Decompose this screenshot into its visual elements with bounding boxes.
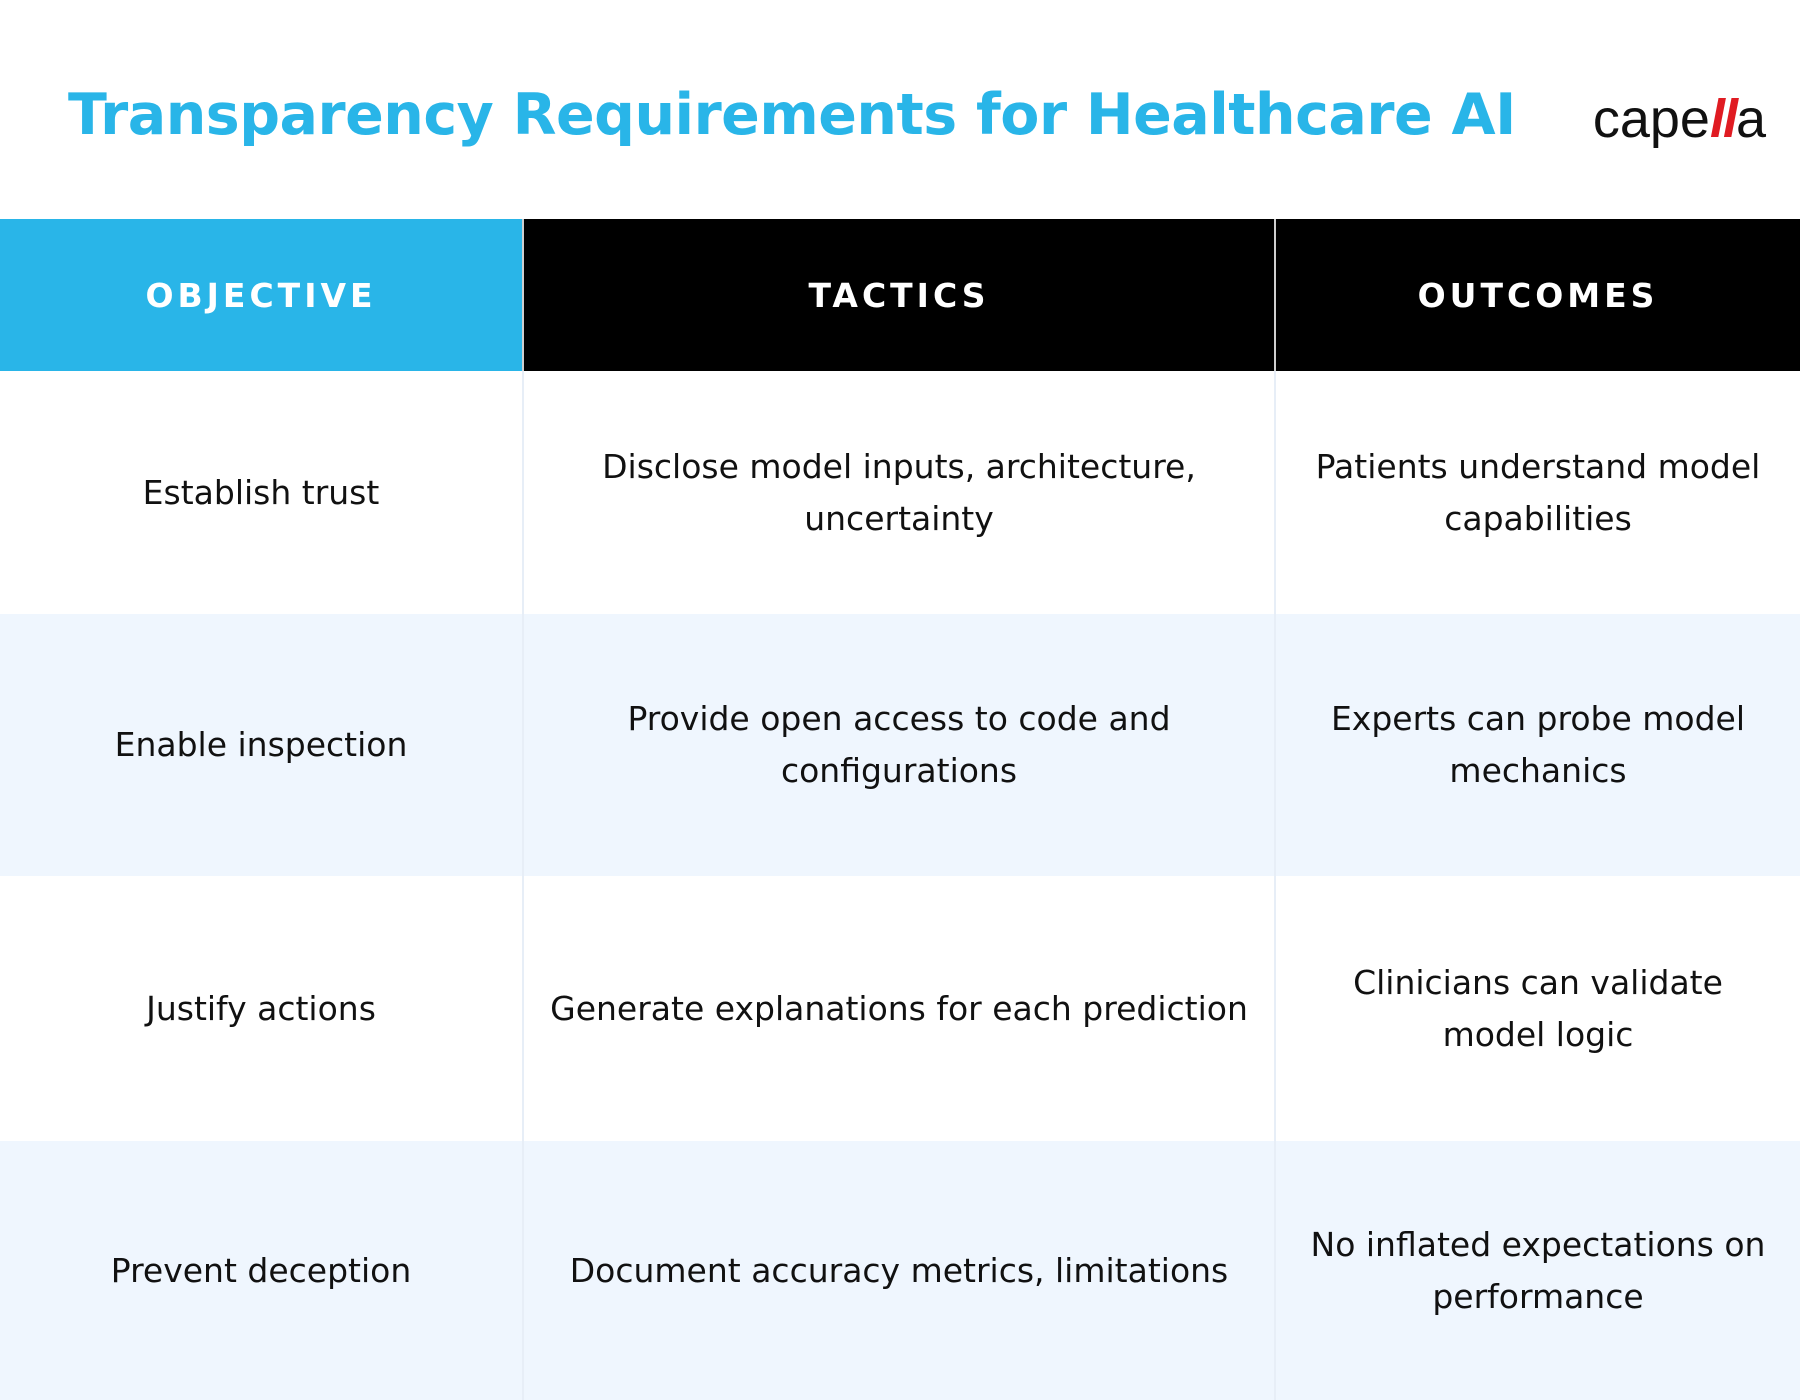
objective-cell: Establish trust: [142, 472, 380, 512]
tactics-cell: Disclose model inputs, architecture, uncertainty: [522, 371, 1274, 614]
header-outcomes: OUTCOMES: [1274, 219, 1800, 371]
header-tactics: TACTICS: [522, 219, 1274, 371]
logo-prefix: cape: [1592, 89, 1710, 149]
logo-suffix: a: [1735, 89, 1766, 149]
tactics-cell: Document accuracy metrics, limitations: [522, 1141, 1274, 1400]
header-objective: OBJECTIVE: [0, 219, 522, 371]
outcomes-cell: Experts can probe model mechanics: [1274, 614, 1800, 876]
transparency-table: [0, 219, 1800, 1400]
table-row: [0, 876, 1800, 1141]
outcomes-cell: Patients understand model capabilities: [1274, 371, 1800, 614]
objective-cell: Enable inspection: [114, 725, 408, 764]
tactics-cell: Generate explanations for each prediction: [522, 876, 1274, 1141]
tactics-cell: Provide open access to code and configurations: [522, 614, 1274, 876]
logo-accent: ll: [1709, 89, 1736, 149]
table-row: [0, 1141, 1800, 1400]
outcomes-cell: Clinicians can validate model logic: [1274, 876, 1800, 1141]
outcomes-cell: No inflated expectations on performance: [1274, 1141, 1800, 1400]
table-row: [0, 614, 1800, 876]
table-header-row: [0, 219, 1800, 371]
objective-cell: Justify actions: [146, 988, 376, 1028]
page-title: Transparency Requirements for Healthcare AI: [68, 82, 1516, 148]
objective-cell: Prevent deception: [110, 1250, 412, 1290]
table-row: [0, 371, 1800, 614]
brand-logo: [1593, 84, 1766, 154]
